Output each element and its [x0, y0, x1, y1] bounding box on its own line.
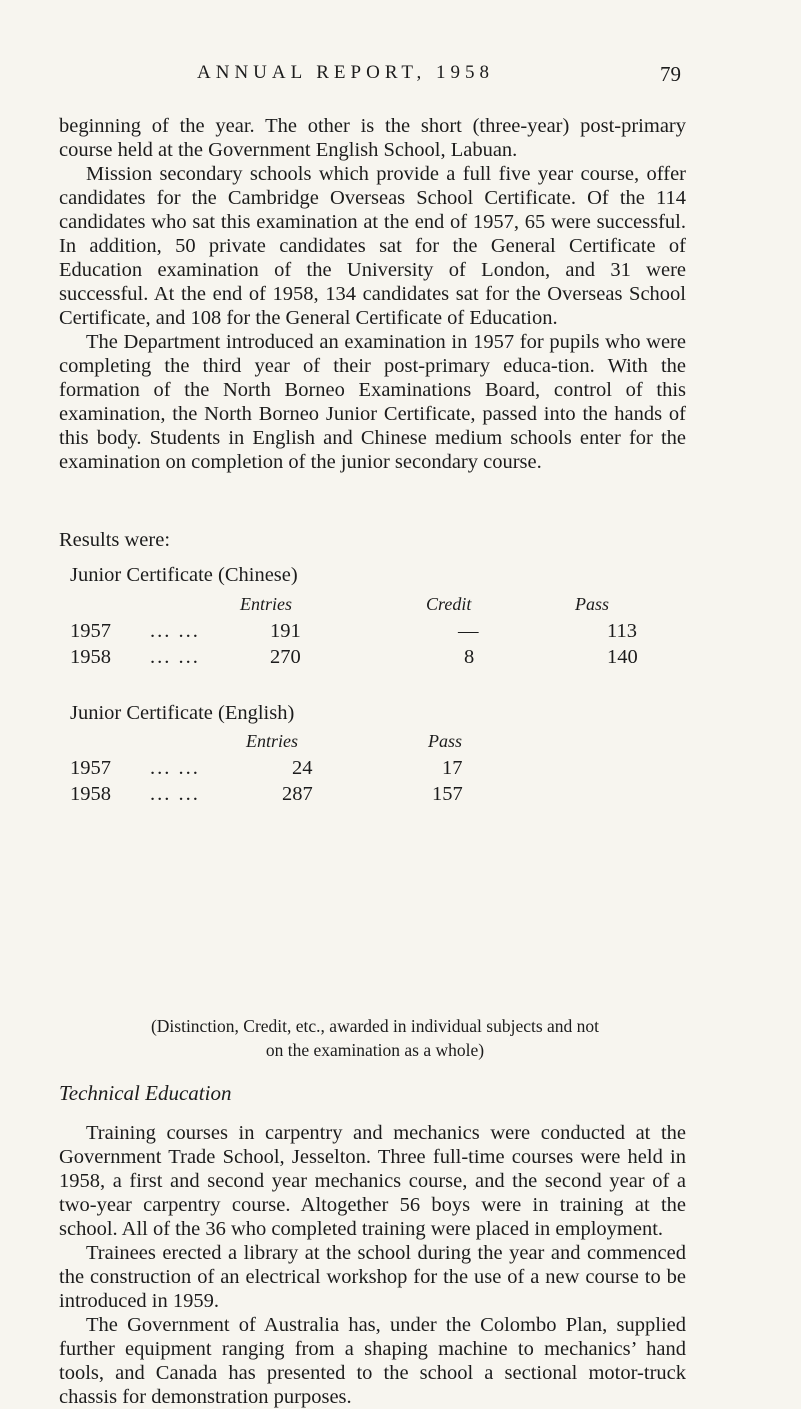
chinese-table-title: Junior Certificate (Chinese): [70, 564, 298, 586]
paragraph: Trainees erected a library at the school during the year and commenced the construction of an electrical workshop for the use of a new course to be introduced in 1959.: [59, 1242, 686, 1312]
english-table-title: Junior Certificate (English): [70, 702, 295, 724]
credit-value: —: [458, 620, 479, 642]
body-text-top: [59, 114, 686, 474]
page-number: 79: [660, 62, 681, 86]
paragraph: The Government of Australia has, under the Colombo Plan, supplied further equipment ranging from a shaping machine to mechanics’ hand tools, and Canada has presented to the school a sectional motor-truck chassis for demonstration purposes.: [59, 1314, 686, 1408]
pass-value: 140: [607, 646, 638, 668]
year: 1957: [70, 757, 111, 779]
leader-dots: ... ...: [150, 757, 200, 779]
header-entries: Entries: [240, 594, 292, 614]
pass-value: 113: [607, 620, 637, 642]
entries-value: 191: [270, 620, 301, 642]
pass-value: 17: [442, 757, 463, 779]
results-label: Results were:: [59, 529, 171, 551]
pass-value: 157: [432, 783, 463, 805]
body-text-bottom: [59, 1121, 686, 1409]
footnote-line: (Distinction, Credit, etc., awarded in individual subjects and not: [150, 1016, 600, 1036]
year: 1958: [70, 646, 111, 668]
paragraph: The Department introduced an examination in 1957 for pupils who were completing the third year of their post-primary educa-tion. With the formation of the North Borneo Examinations Board, control of this examination, the North Borneo Junior Certificate, passed into the hands of this body. Students in English and Chinese medium schools enter for the examination on completion of the junior secondary course.: [59, 331, 686, 473]
footnote-line: on the examination as a whole): [265, 1040, 485, 1060]
year: 1958: [70, 783, 111, 805]
year: 1957: [70, 620, 111, 642]
paragraph: Mission secondary schools which provide a full five year course, offer candidates for the Cambridge Overseas School Certificate. Of the 114 candidates who sat this examination at the end of 1957, 65 were successful. In addition, 50 private candidates sat for the General Certificate of Education examination of the University of London, and 31 were successful. At the end of 1958, 134 candidates sat for the Overseas School Certificate, and 108 for the General Certificate of Education.: [59, 163, 686, 329]
header-pass: Pass: [428, 731, 463, 751]
paragraph: beginning of the year. The other is the short (three-year) post-primary course held at the Government English School, Labuan.: [59, 115, 686, 161]
credit-value: 8: [464, 646, 475, 668]
section-heading: Technical Education: [59, 1081, 232, 1105]
leader-dots: ... ...: [150, 620, 200, 642]
table-footnote: [70, 1014, 680, 1062]
running-head: ANNUAL REPORT, 1958: [197, 62, 495, 83]
header-entries: Entries: [246, 731, 298, 751]
header-pass: Pass: [575, 594, 610, 614]
leader-dots: ... ...: [150, 783, 200, 805]
leader-dots: ... ...: [150, 646, 200, 668]
entries-value: 287: [282, 783, 313, 805]
entries-value: 24: [292, 757, 313, 779]
header-credit: Credit: [426, 594, 472, 614]
paragraph: Training courses in carpentry and mechanics were conducted at the Government Trade School, Jesselton. Three full-time courses were held in 1958, a first and second year mechanics course, and the second year of a two-year carpentry course. Altogether 56 boys were in training at the school. All of the 36 who completed training were placed in employment.: [59, 1122, 686, 1240]
entries-value: 270: [270, 646, 301, 668]
